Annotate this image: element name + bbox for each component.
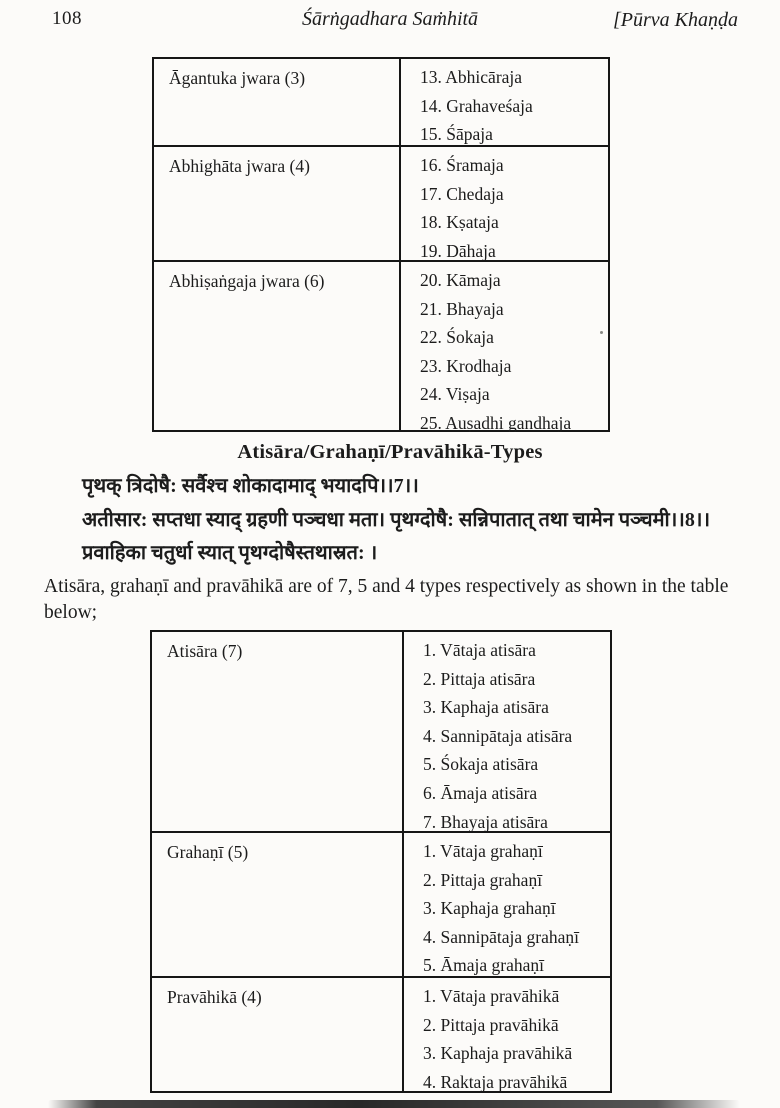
- list-item: 17. Chedaja: [420, 183, 504, 204]
- list-item: 21. Bhayaja: [420, 298, 504, 319]
- list-item: 22. Śokaja: [420, 327, 494, 348]
- items-cell: [399, 147, 608, 260]
- items-cell: [399, 262, 608, 432]
- list-item: 23. Krodhaja: [420, 355, 512, 376]
- list-item: 2. Pittaja grahaṇī: [423, 869, 543, 890]
- list-item: 18. Kṣataja: [420, 212, 499, 233]
- list-item: 20. Kāmaja: [420, 270, 501, 290]
- list-item: 1. Vātaja grahaṇī: [423, 841, 543, 861]
- category-cell: Atisāra (7): [167, 641, 243, 661]
- list-item: 1. Vātaja atisāra: [423, 640, 536, 660]
- sanskrit-verse-block: [82, 470, 772, 571]
- list-item: 16. Śramaja: [420, 155, 504, 175]
- items-cell: [399, 59, 608, 145]
- list-item: 25. Auṣadhi gandhaja: [420, 412, 572, 432]
- list-item: 3. Kaphaja pravāhikā: [423, 1043, 573, 1064]
- list-item: 2. Pittaja atisāra: [423, 668, 536, 689]
- list-item: 7. Bhayaja atisāra: [423, 811, 548, 831]
- category-cell: Āgantuka jwara (3): [169, 68, 306, 88]
- table-row: [154, 145, 608, 260]
- items-cell: [402, 632, 610, 831]
- sanskrit-verse-line: प्रवाहिका चतुर्धा स्यात् पृथग्दोषैस्तथास्रत: ।: [82, 542, 378, 564]
- list-item: 13. Abhicāraja: [420, 67, 523, 87]
- table-row: [152, 976, 610, 1091]
- list-item: 1. Vātaja pravāhikā: [423, 986, 560, 1006]
- list-item: 19. Dāhaja: [420, 240, 496, 260]
- list-item: 3. Kaphaja grahaṇī: [423, 898, 556, 919]
- table-row: [152, 831, 610, 976]
- items-cell: [402, 978, 610, 1091]
- body-paragraph: Atisāra, grahaṇī and pravāhikā are of 7, 5 and 4 types respectively as shown in the table below;: [44, 576, 729, 623]
- list-item: 5. Śokaja atisāra: [423, 754, 539, 775]
- list-item: 4. Raktaja pravāhikā: [423, 1071, 568, 1091]
- items-cell: [402, 833, 610, 976]
- scan-edge-shadow: [48, 1100, 740, 1108]
- list-item: 2. Pittaja pravāhikā: [423, 1014, 559, 1035]
- sanskrit-verse-line: पृथक् त्रिदोषै: सर्वैश्च शोकादामाद् भयादपि।।7।।: [82, 475, 419, 497]
- list-item: 6. Āmaja atisāra: [423, 782, 538, 803]
- section-heading: Atisāra/Grahaṇī/Pravāhikā-Types: [237, 441, 543, 463]
- sanskrit-verse-line: अतीसार: सप्तधा स्याद् ग्रहणी पञ्चधा मता। पृथग्दोषै: सन्निपातात् तथा चामेन पञ्चमी।।8।।: [82, 508, 711, 531]
- table-row: [154, 59, 608, 145]
- category-cell: Grahaṇī (5): [167, 842, 249, 862]
- scan-speck: [600, 331, 603, 334]
- category-cell: Pravāhikā (4): [167, 987, 262, 1007]
- list-item: 15. Śāpaja: [420, 124, 493, 145]
- running-header-title: Śārṅgadhara Saṁhitā: [301, 8, 479, 30]
- jwara-types-table: [152, 57, 610, 432]
- list-item: 4. Sannipātaja atisāra: [423, 725, 573, 746]
- category-cell: Abhiṣaṅgaja jwara (6): [169, 271, 325, 291]
- list-item: 5. Āmaja grahaṇī: [423, 955, 544, 976]
- page-number: 108: [52, 8, 82, 29]
- list-item: 24. Viṣaja: [420, 384, 490, 405]
- table-row: [152, 632, 610, 831]
- list-item: 3. Kaphaja atisāra: [423, 697, 549, 718]
- table-row: [154, 260, 608, 432]
- list-item: 14. Grahaveśaja: [420, 95, 533, 116]
- category-cell: Abhighāta jwara (4): [169, 156, 310, 176]
- running-header-section: [Pūrva Khaṇḍa: [613, 9, 738, 31]
- list-item: 4. Sannipātaja grahaṇī: [423, 926, 579, 947]
- atisara-grahani-pravahika-table: [150, 630, 612, 1093]
